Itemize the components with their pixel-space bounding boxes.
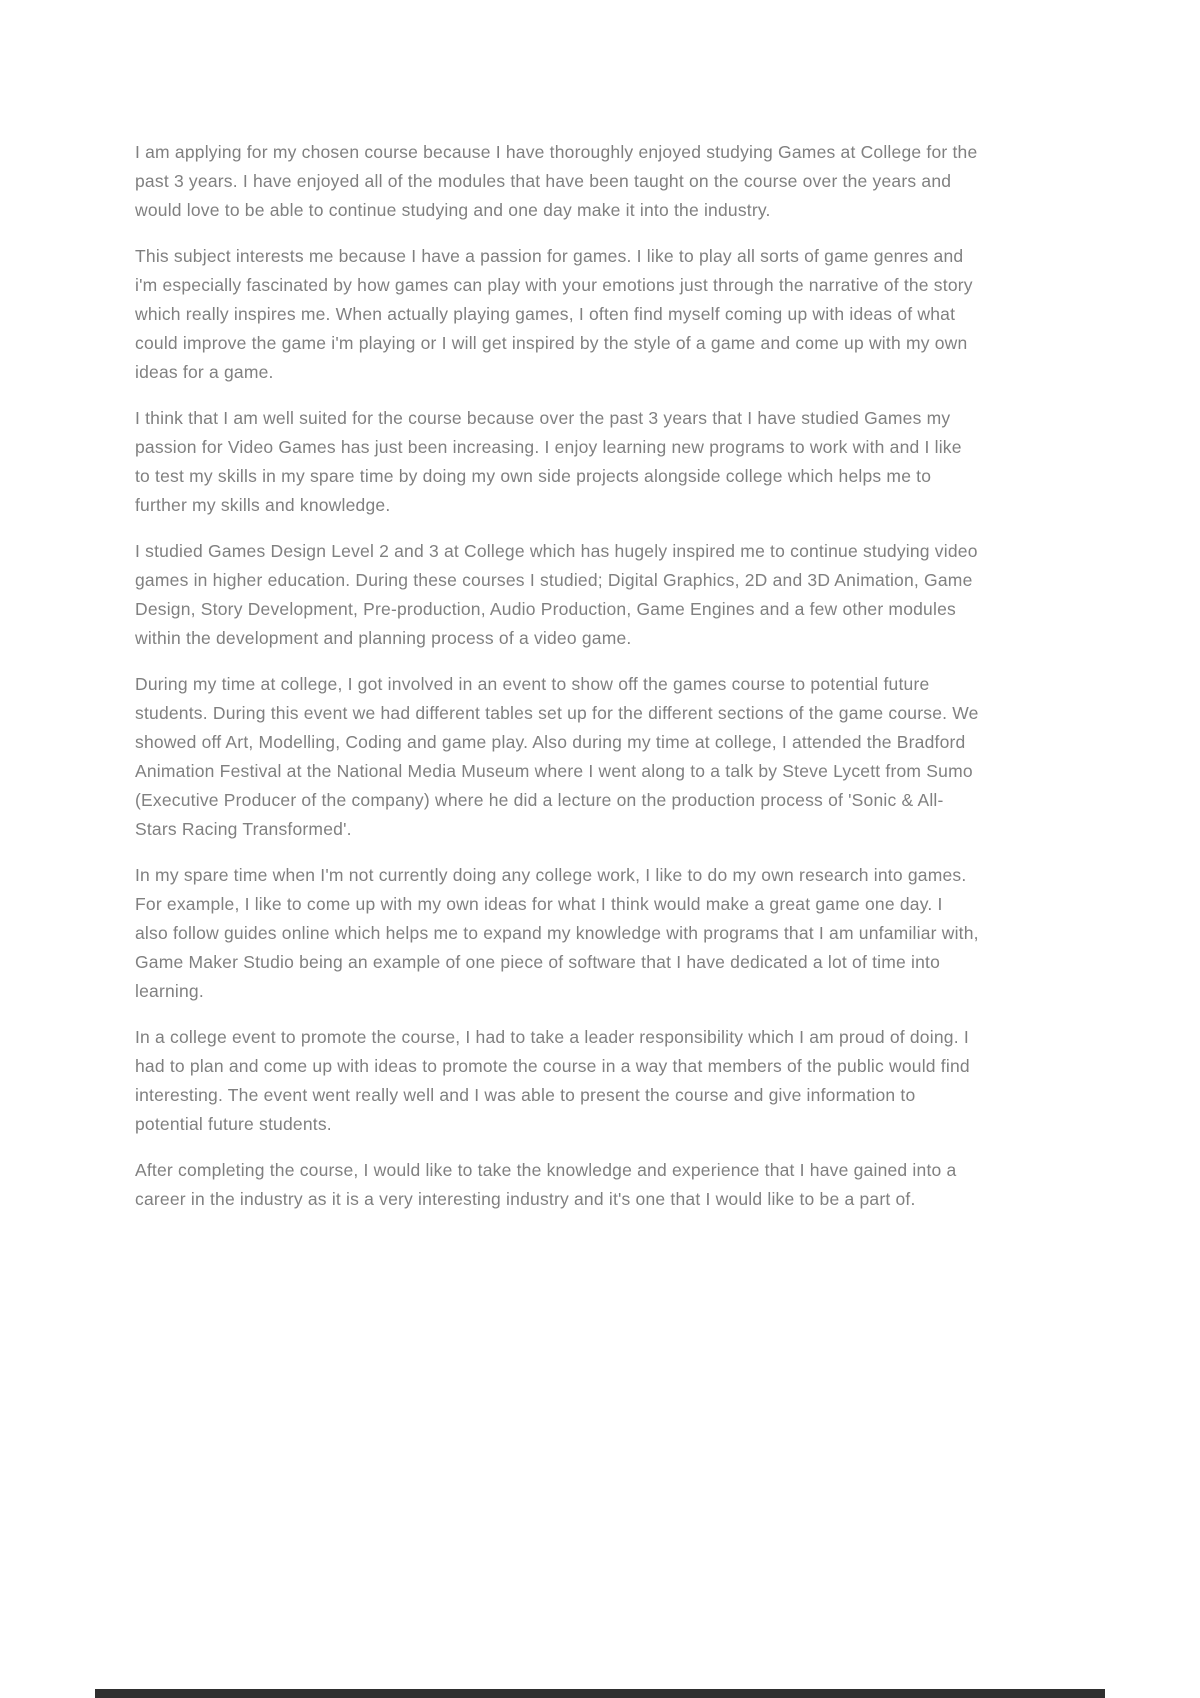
- paragraph-1: I am applying for my chosen course because I have thoroughly enjoyed studying Games at College for the past 3 years. I have enjoyed all of the modules that have been taught on the course over the years and would love to be able to continue studying and one day make it into the industry.: [135, 142, 978, 220]
- paragraph-2: This subject interests me because I have a passion for games. I like to play all sorts of game genres and i'm especially fascinated by how games can play with your emotions just through the narrative of the story which really inspires me. When actually playing games, I often find myself coming up with ideas of what could improve the game i'm playing or I will get inspired by the style of a game and come up with my own ideas for a game.: [135, 246, 973, 382]
- paragraph-8: After completing the course, I would like to take the knowledge and experience that I have gained into a career in the industry as it is a very interesting industry and it's one that I would like to be a part of.: [135, 1160, 957, 1209]
- paragraph-7: In a college event to promote the course, I had to take a leader responsibility which I am proud of doing. I had to plan and come up with ideas to promote the course in a way that members of the public would find interesting. The event went really well and I was able to present the course and give information to potential future students.: [135, 1027, 970, 1134]
- paragraph-6: In my spare time when I'm not currently doing any college work, I like to do my own research into games. For example, I like to come up with my own ideas for what I think would make a great game one day. I also follow guides online which helps me to expand my knowledge with programs that I am unfamiliar with, Game Maker Studio being an example of one piece of software that I have dedicated a lot of time into learning.: [135, 865, 979, 1001]
- paragraph-4: I studied Games Design Level 2 and 3 at College which has hugely inspired me to continue studying video games in higher education. During these courses I studied; Digital Graphics, 2D and 3D Animation, Game Design, Story Development, Pre-production, Audio Production, Game Engines and a few other modules within the development and planning process of a video game.: [135, 541, 978, 648]
- paragraph-3: I think that I am well suited for the course because over the past 3 years that I have studied Games my passion for Video Games has just been increasing. I enjoy learning new programs to work with and I like to test my skills in my spare time by doing my own side projects alongside college which helps me to further my skills and knowledge.: [135, 408, 962, 515]
- paragraph-5: During my time at college, I got involved in an event to show off the games course to potential future students. During this event we had different tables set up for the different sections of the game course. We showed off Art, Modelling, Coding and game play. Also during my time at college, I attended the Bradford Animation Festival at the National Media Museum where I went along to a talk by Steve Lycett from Sumo (Executive Producer of the company) where he did a lecture on the production process of 'Sonic & All-Stars Racing Transformed'.: [135, 674, 979, 839]
- personal-statement-text: [135, 138, 980, 1231]
- bottom-bar: [95, 1689, 1105, 1698]
